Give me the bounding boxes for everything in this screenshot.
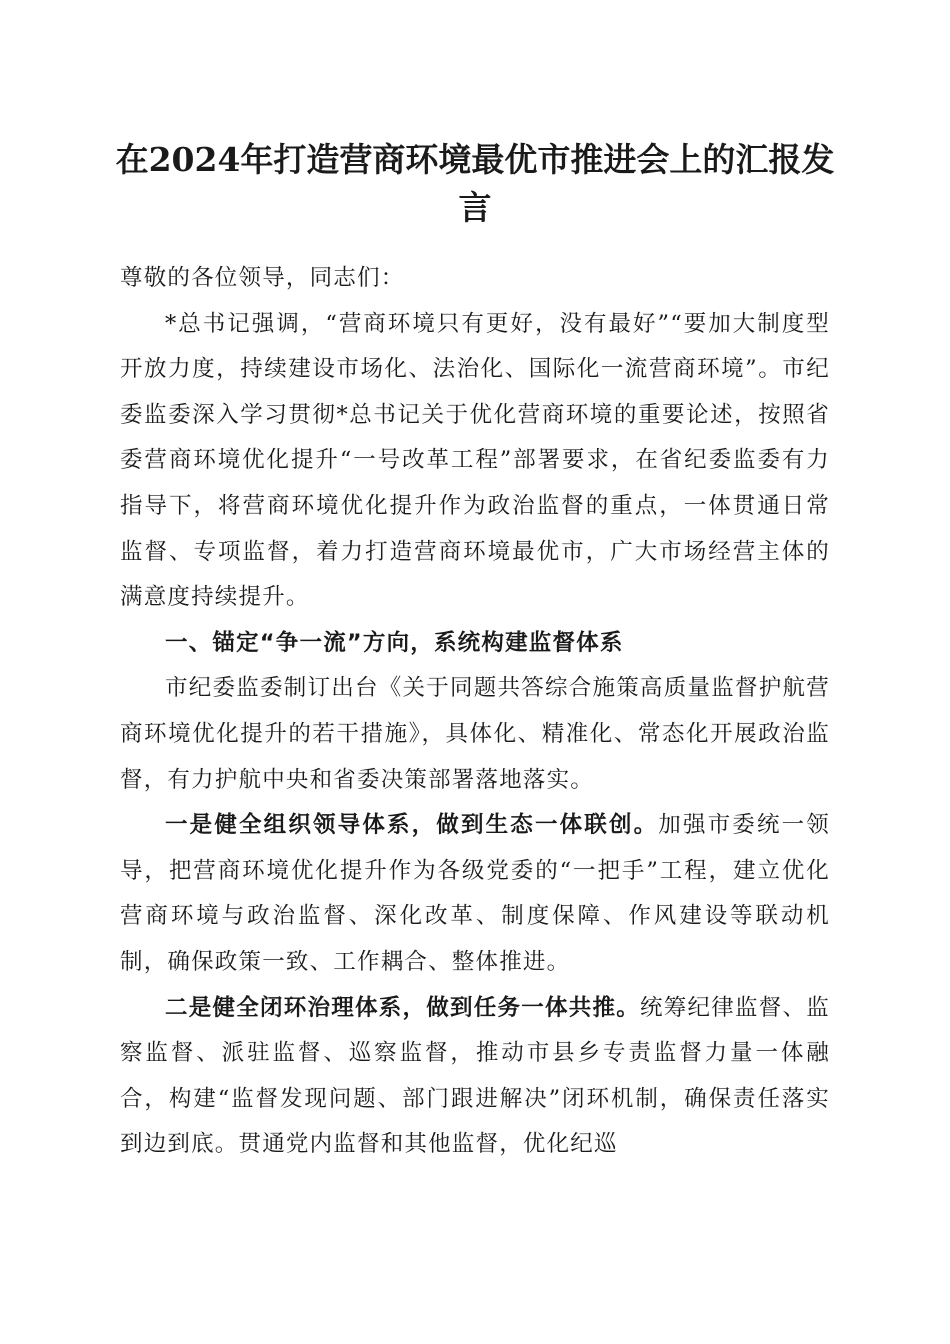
paragraph-governance-lead: 二是健全闭环治理体系，做到任务一体共推。 bbox=[165, 994, 641, 1021]
document-body bbox=[120, 256, 830, 1168]
paragraph-governance-text: 统筹纪律监督、监察监督、派驻监督、巡察监督，推动市县乡专责监督力量一体融合，构建“监督发现问题、部门跟进解决”闭环机制，确保责任落实到边到底。贯通党内监督和其他监督，优化纪巡 bbox=[120, 994, 830, 1158]
document-title: 在2024年打造营商环境最优市推进会上的汇报发言 bbox=[115, 140, 835, 227]
paragraph-organization-lead: 一是健全组织领导体系，做到生态一体联创。 bbox=[165, 812, 659, 839]
salutation: 尊敬的各位领导，同志们： bbox=[120, 265, 405, 291]
section-heading-1: 一、锚定“争一流”方向，系统构建监督体系 bbox=[165, 629, 624, 656]
paragraph-measures: 市纪委监委制订出台《关于同题共答综合施策高质量监督护航营商环境优化提升的若干措施》，具体化、精准化、常态化开展政治监督，有力护航中央和省委决策部署落地落实。 bbox=[120, 675, 830, 793]
paragraph-organization bbox=[120, 803, 830, 985]
paragraph-intro: *总书记强调，“营商环境只有更好，没有最好”“要加大制度型开放力度，持续建设市场化、法治化、国际化一流营商环境”。市纪委监委深入学习贯彻*总书记关于优化营商环境的重要论述，按照省委营商环境优化提升“一号改革工程”部署要求，在省纪委监委有力指导下，将营商环境优化提升作为政治监督的重点，一体贯通日常监督、专项监督，着力打造营商环境最优市，广大市场经营主体的满意度持续提升。 bbox=[120, 310, 830, 611]
paragraph-organization-text: 加强市委统一领导，把营商环境优化提升作为各级党委的“一把手”工程，建立优化营商环境与政治监督、深化改革、制度保障、作风建设等联动机制，确保政策一致、工作耦合、整体推进。 bbox=[120, 812, 830, 975]
paragraph-governance bbox=[120, 986, 830, 1168]
